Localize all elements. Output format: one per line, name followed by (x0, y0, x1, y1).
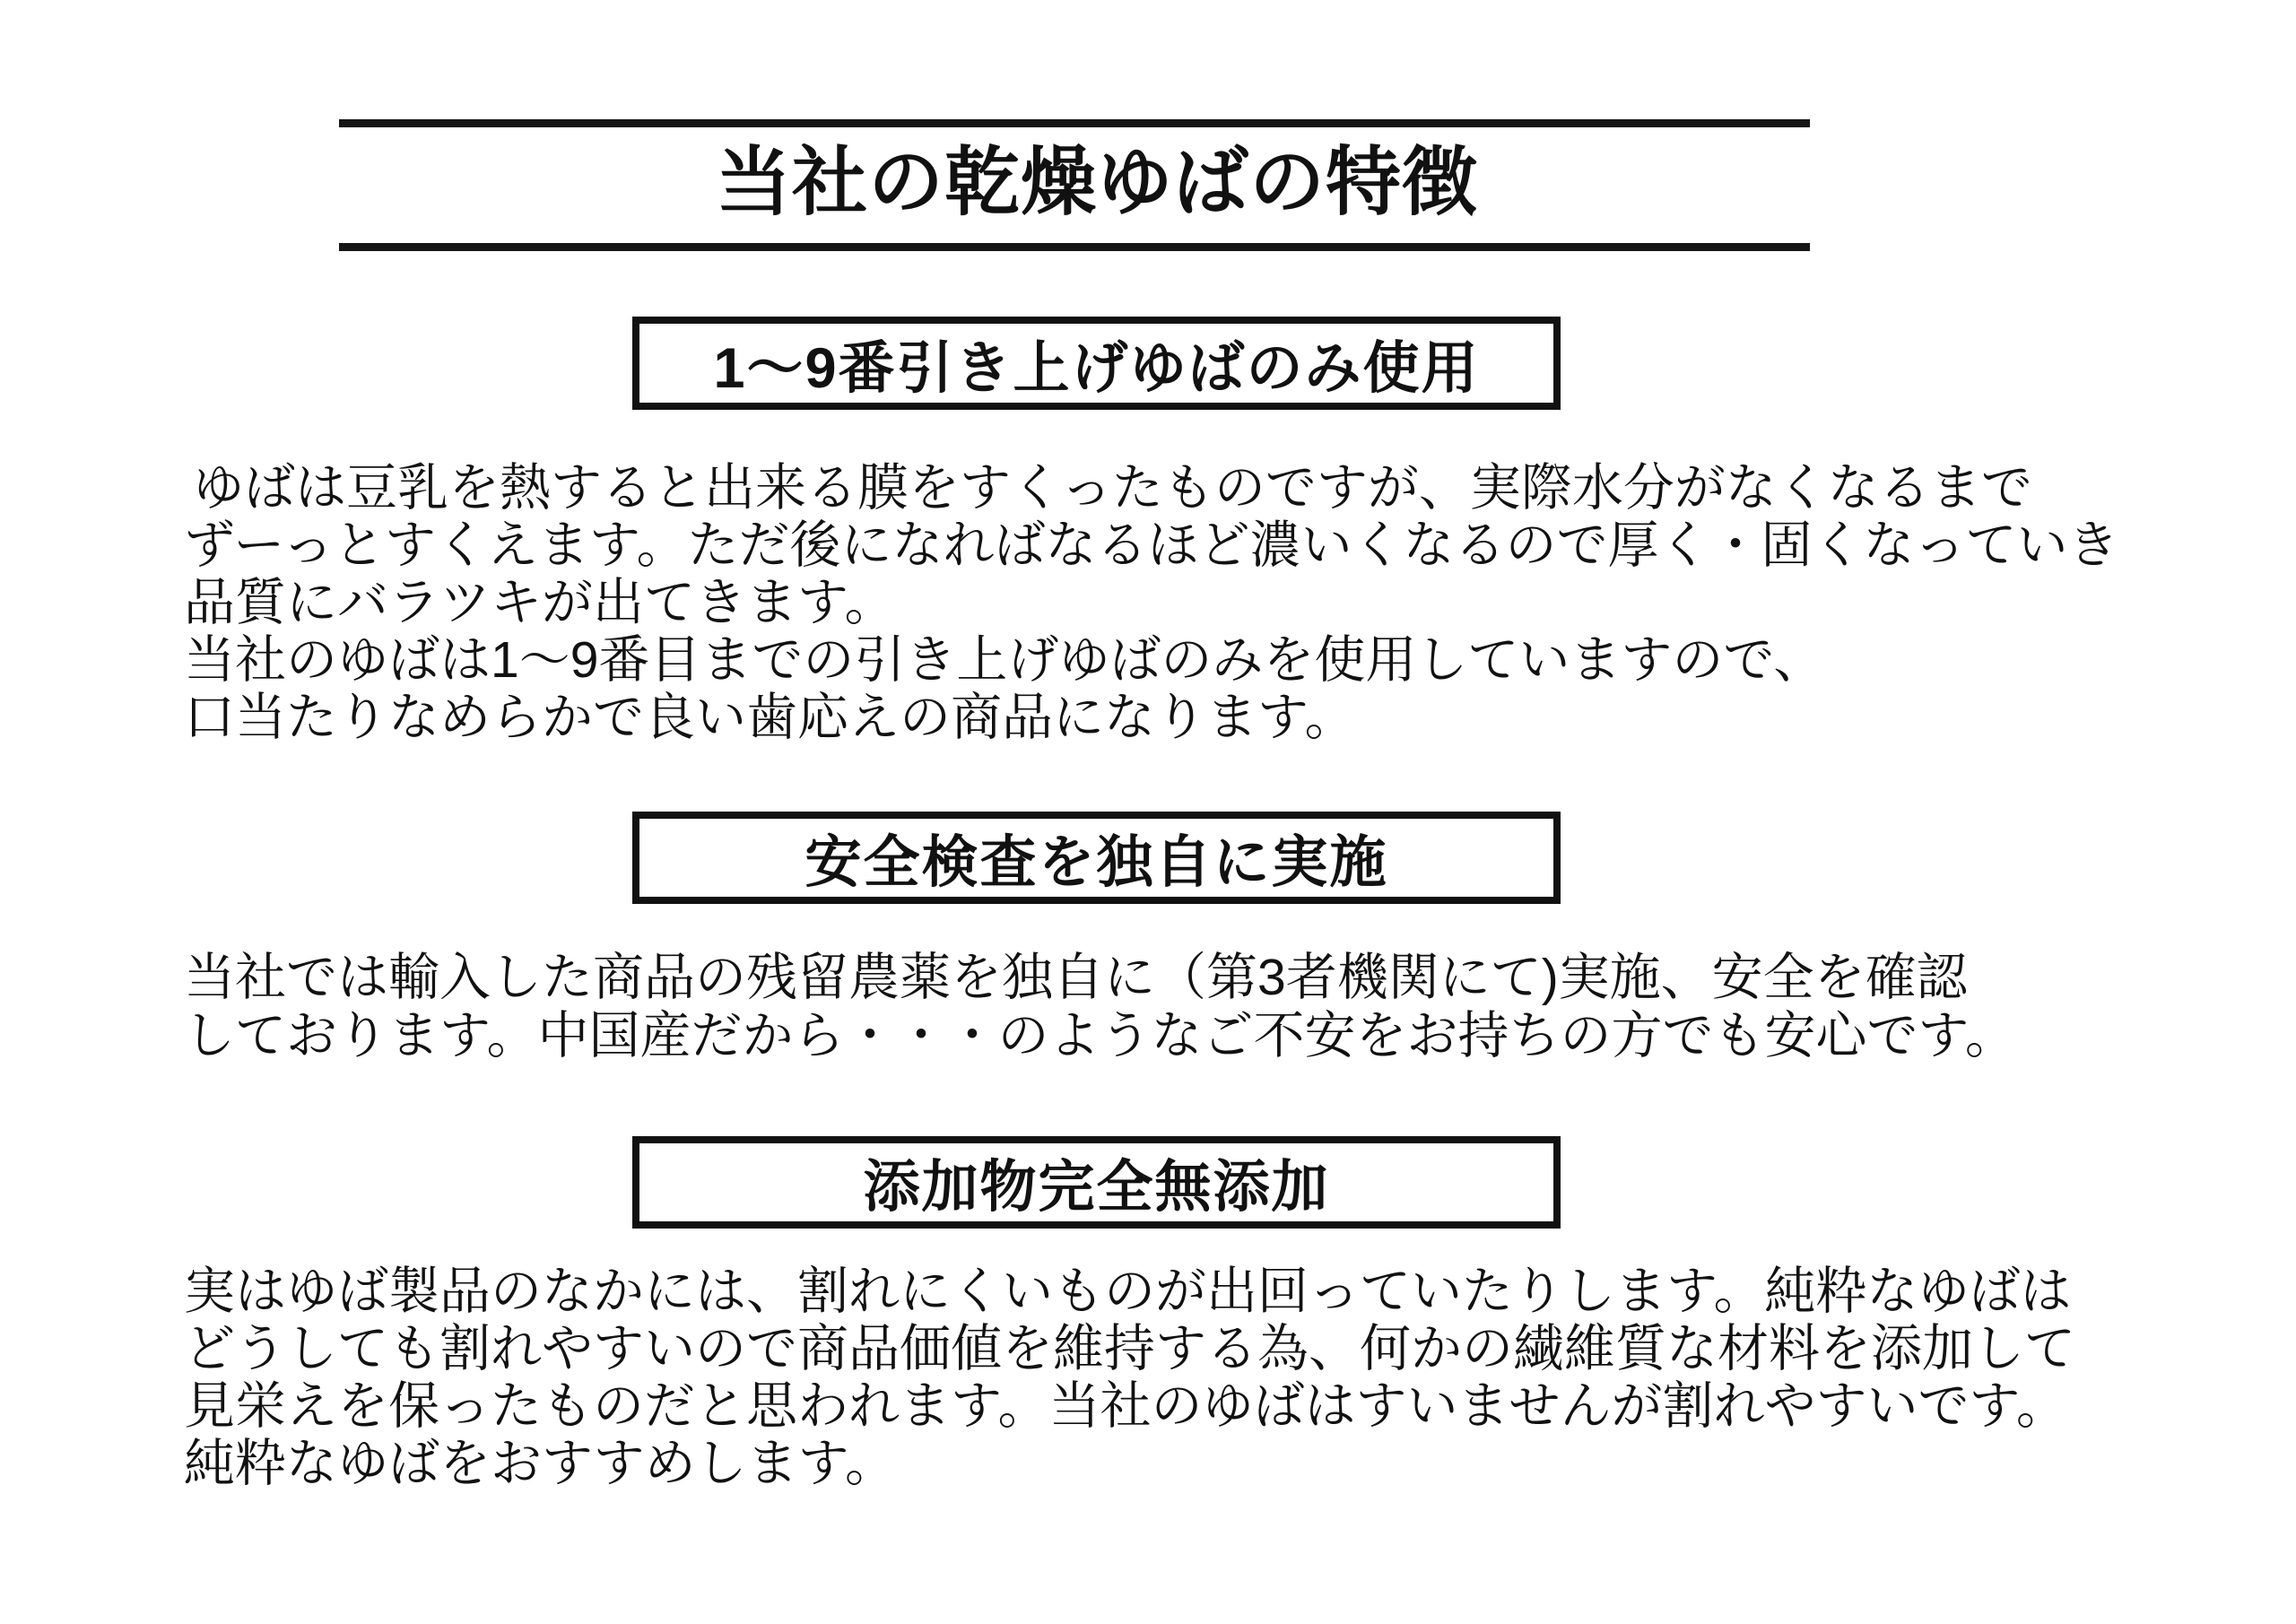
title-underline (339, 243, 1810, 251)
section-2-heading-box (632, 812, 1561, 904)
paragraph-line: 口当たりなめらかで良い歯応えの商品になります。 (184, 689, 1356, 746)
section-2-paragraph (184, 949, 2274, 1065)
page-title: 当社の乾燥ゆばの特徴 (715, 140, 1478, 224)
section-3-paragraph (184, 1263, 2274, 1492)
paragraph-line: どうしても割れやすいので商品価値を維持する為、何かの繊維質な材料を添加して (184, 1320, 2075, 1377)
paragraph-line: 当社のゆばは1～9番目までの引き上げゆばのみを使用していますので、 (184, 631, 1825, 689)
paragraph-line: ずーっとすくえます。ただ後になればなるほど濃いくなるので厚く・固くなっていき (184, 517, 2119, 574)
section-1-heading-box (632, 317, 1561, 410)
paragraph-line: 品質にバラツキが出てきます。 (184, 574, 896, 631)
section-1-paragraph (184, 459, 2274, 746)
paragraph-line: しております。中国産だから・・・のようなご不安をお持ちの方でも安心です。 (184, 1007, 2016, 1064)
section-2-heading: 安全検査を独自に実施 (804, 831, 1388, 894)
paragraph-line: ゆばは豆乳を熱すると出来る膜をすくったものですが、実際水分がなくなるまで (193, 459, 2032, 517)
section-3-heading-box (632, 1136, 1561, 1229)
section-1-heading: 1～9番引き上げゆばのみ使用 (713, 336, 1480, 400)
title-overline (339, 119, 1810, 127)
paragraph-line: 見栄えを保ったものだと思われます。当社のゆばはすいませんが割れやすいです。 (184, 1377, 2067, 1435)
section-3-heading: 添加物完全無添加 (863, 1156, 1330, 1219)
paragraph-line: 純粋なゆばをおすすめします。 (184, 1435, 897, 1492)
paragraph-line: 当社では輸入した商品の残留農薬を独自に（第3者機関にて)実施、安全を確認 (184, 949, 1968, 1006)
paragraph-line: 実はゆば製品のなかには、割れにくいものが出回っていたりします。純粋なゆばは (184, 1263, 2072, 1320)
